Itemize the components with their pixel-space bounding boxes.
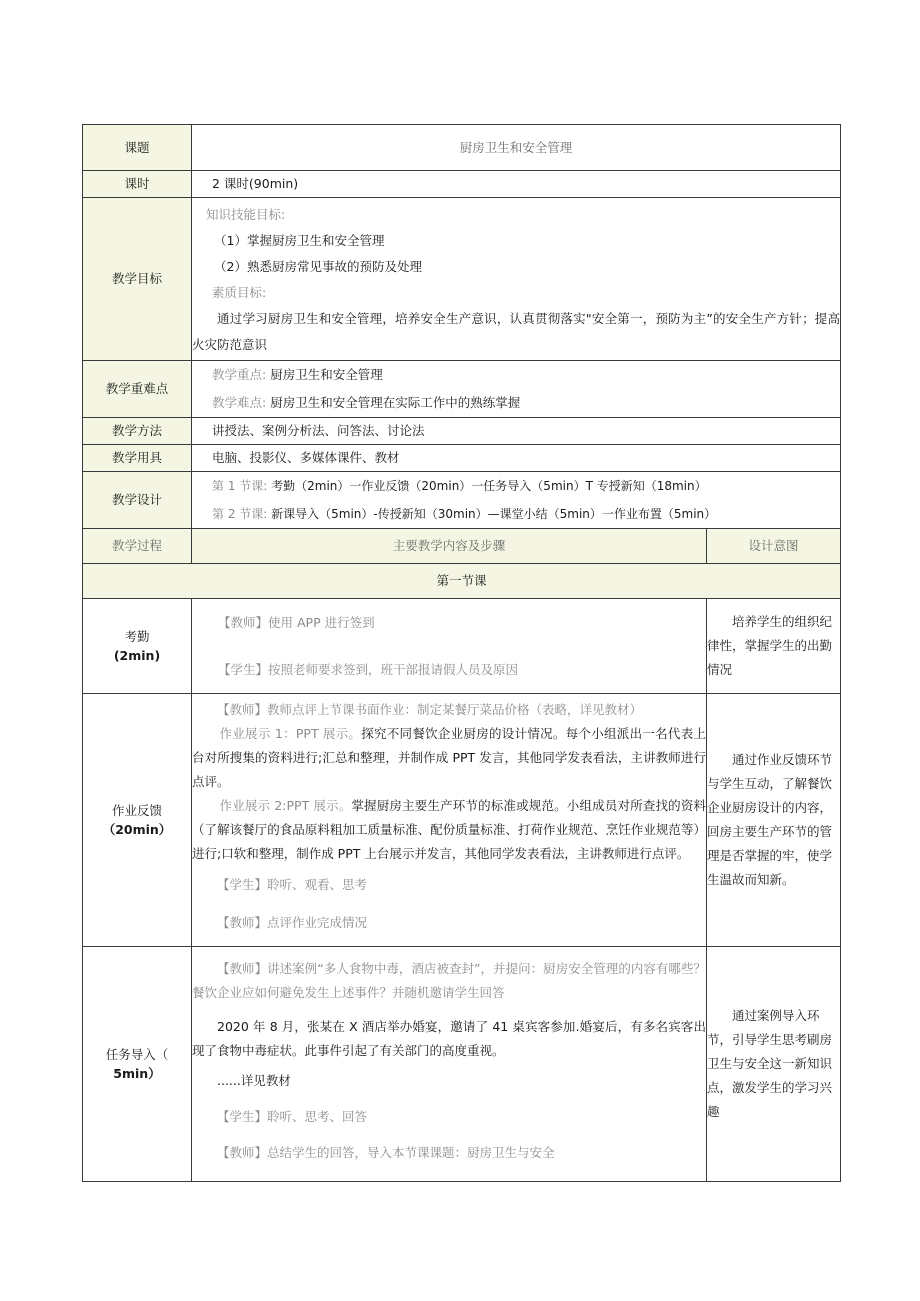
design-content [192, 472, 841, 529]
stage-cell [83, 599, 192, 694]
tools-value: 电脑、投影仪、多媒体课件、教材 [192, 445, 841, 472]
design-label: 教学设计 [83, 472, 192, 529]
design-2-prefix: 第 2 节课: [212, 507, 268, 521]
content-cell [192, 599, 707, 694]
key-label: 教学重点: [212, 367, 267, 382]
student-step: 【学生】聆听、思考、回答 [217, 1109, 368, 1124]
student-step: 【学生】聆听、观看、思考 [217, 877, 368, 892]
stage-name: 考勤 [124, 628, 150, 644]
show2-label: 作业展示 2:PPT 展示。 [219, 798, 352, 813]
keypoints-label: 教学重难点 [83, 361, 192, 418]
row-design [83, 472, 841, 529]
content-cell [192, 947, 707, 1182]
stage-name: 任务导入（ [105, 1046, 169, 1062]
table-row [83, 599, 841, 694]
row-goals [83, 198, 841, 361]
hours-value: 2 课时(90min) [192, 171, 841, 198]
col-content-header: 主要教学内容及步骤 [192, 529, 707, 564]
show1-text: 探究不同餐饮企业厨房的设计情况。每个小组派出一名代表上台对所搜集的资料进行;汇总和整理，并制作成 PPT 发言，其他同学发表看法，主讲教师进行点评。 [192, 726, 706, 789]
knowledge-goal-2: （2）熟悉厨房常见事故的预防及处理 [214, 259, 422, 274]
difficult-label: 教学难点: [212, 395, 267, 410]
difficult-value: 厨房卫生和安全管理在实际工作中的熟练掌握 [270, 395, 521, 410]
goals-content [192, 198, 841, 361]
hours-label: 课时 [83, 171, 192, 198]
row-methods [83, 418, 841, 445]
stage-cell [83, 694, 192, 947]
teacher-summary: 【教师】点评作业完成情况 [217, 915, 368, 930]
col-process-header: 教学过程 [83, 529, 192, 564]
content-cell [192, 694, 707, 947]
student-step: 【学生】按照老师要求签到，班干部报请假人员及原因 [218, 662, 519, 677]
knowledge-goal-1: （1）掌握厨房卫生和安全管理 [214, 233, 385, 248]
page-title: 厨房卫生和安全管理 [192, 125, 841, 171]
process-header-row [83, 529, 841, 564]
quality-goal-label: 素质目标: [212, 285, 267, 300]
keypoints-content [192, 361, 841, 418]
intent-cell: 通过案例导入环节，引导学生思考刷房卫生与安全这一新知识点，激发学生的学习兴趣 [707, 947, 841, 1182]
stage-name: 作业反馈 [111, 802, 162, 818]
table-row [83, 694, 841, 947]
tools-label: 教学用具 [83, 445, 192, 472]
detail-text: ......详见教材 [217, 1073, 291, 1088]
intent-cell: 培养学生的组织纪律性，掌握学生的出勤情况 [707, 599, 841, 694]
design-1-text: 考勤（2min）一作业反馈（20min）一任务导入（5min）T 专授新知（18min） [271, 479, 707, 493]
col-intent-header: 设计意图 [707, 529, 841, 564]
teacher-step: 【教师】教师点评上节课书面作业：制定某餐厅菜品价格（表略，详见教材） [217, 702, 643, 717]
row-keypoints [83, 361, 841, 418]
row-tools [83, 445, 841, 472]
lesson-plan-table [82, 124, 841, 1182]
methods-value: 讲授法、案例分析法、问答法、讨论法 [192, 418, 841, 445]
case-text: 2020 年 8 月，张某在 X 酒店举办婚宴，邀请了 41 桌宾客参加.婚宴后，有多名宾客出现了食物中毒症状。此事件引起了有关部门的高度重视。 [192, 1019, 706, 1058]
teacher-summary: 【教师】总结学生的回答，导入本节课课题：厨房卫生与安全 [217, 1145, 555, 1160]
show1-label: 作业展示 1：PPT 展示。 [219, 726, 362, 741]
intent-cell: 通过作业反馈环节与学生互动，了解餐饮企业厨房设计的内容，回房主要生产环节的管理是否掌握的牢，使学生温故而知新。 [707, 694, 841, 947]
quality-goal-text: 通过学习厨房卫生和安全管理，培养安全生产意识，认真贯彻落实"安全第一，预防为主”的安全生产方针；提高火灾防范意识 [192, 311, 841, 352]
row-topic [83, 125, 841, 171]
stage-time: （20min） [102, 822, 172, 837]
teacher-step: 【教师】讲述案例“多人食物中毒，酒店被查封”，并提问：厨房安全管理的内容有哪些？餐饮企业应如何避免发生上述事件？并随机邀请学生回答 [192, 961, 706, 1000]
show2-text: 掌握厨房主要生产环节的标准或规范。小组成员对所查找的资料（了解该餐厅的食品原料粗加工质量标准、配份质量标准、打荷作业规范、烹饪作业规范等）进行;口软和整理，制作成 PPT 上台展示并发言，其他同学发表看法，主讲教师进行点评。 [192, 798, 706, 861]
goals-label: 教学目标 [83, 198, 192, 361]
design-2-text: 新课导入（5min）-传授新知（30min）—课堂小结（5min）一作业布置（5min） [271, 507, 717, 521]
knowledge-goal-label: 知识技能目标: [206, 207, 286, 222]
table-row [83, 947, 841, 1182]
teacher-step: 【教师】使用 APP 进行签到 [218, 615, 375, 630]
section-title: 第一节课 [83, 564, 841, 599]
stage-time: (2min) [113, 648, 161, 663]
design-1-prefix: 第 1 节课: [212, 479, 268, 493]
methods-label: 教学方法 [83, 418, 192, 445]
stage-cell [83, 947, 192, 1182]
stage-time: 5min） [113, 1066, 161, 1081]
key-value: 厨房卫生和安全管理 [270, 367, 383, 382]
section-row [83, 564, 841, 599]
topic-label: 课题 [83, 125, 192, 171]
row-hours [83, 171, 841, 198]
